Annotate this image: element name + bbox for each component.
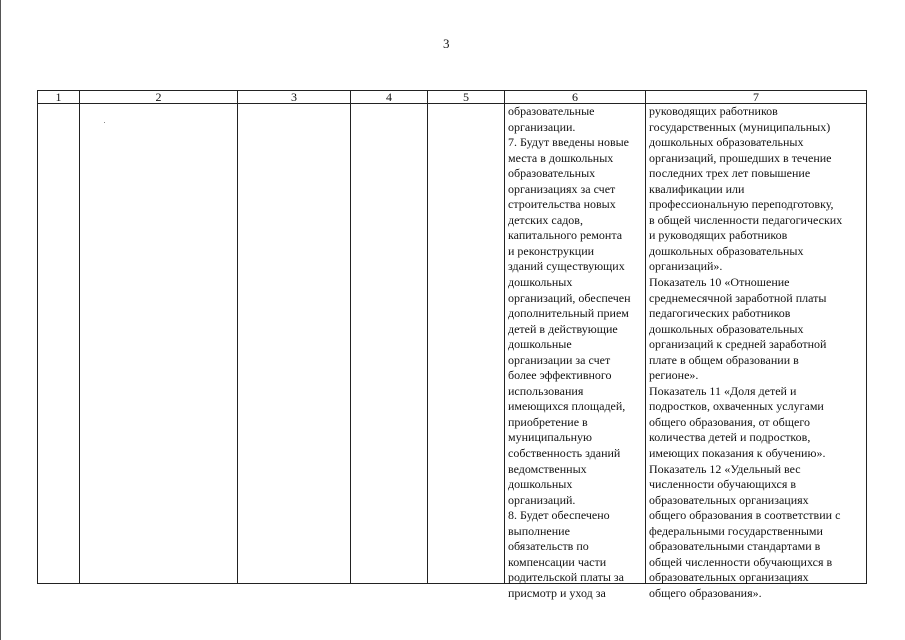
text-line: зданий существующих [508, 259, 625, 274]
text-line: присмотр и уход за [508, 585, 606, 600]
text-line: организаций». [649, 259, 723, 274]
text-line: дополнительный прием [508, 306, 629, 321]
scan-speck [104, 122, 105, 123]
text-line: детей в действующие [508, 321, 618, 336]
text-line: среднемесячной заработной платы [649, 290, 827, 305]
header-cell-4: 4 [386, 90, 392, 104]
text-line: квалификации или [649, 181, 745, 196]
text-line: руководящих работников [649, 104, 778, 118]
text-line: использования [508, 383, 584, 398]
text-line: государственных (муниципальных) [649, 119, 831, 134]
header-cell-3: 3 [291, 90, 297, 104]
text-line: Показатель 12 «Удельный вес [649, 461, 801, 476]
text-line: подростков, охваченных услугами [649, 399, 824, 414]
text-line: организаций, прошедших в течение [649, 150, 832, 165]
text-line: дошкольных [508, 275, 573, 290]
text-line: 8. Будет обеспечено [508, 508, 610, 523]
text-line: родительской платы за [508, 570, 624, 585]
text-line: общего образования в соответствии с [649, 508, 841, 523]
text-line: Показатель 10 «Отношение [649, 275, 790, 290]
header-cell-1: 1 [55, 90, 62, 104]
text-line: имеющихся площадей, [508, 399, 626, 414]
text-line: места в дошкольных [508, 150, 614, 165]
text-line: организации за счет [508, 352, 611, 367]
text-line: компенсации части [508, 554, 607, 569]
text-line: дошкольных [508, 477, 573, 492]
text-line: педагогических работников [649, 306, 791, 321]
header-cell-7: 7 [753, 90, 759, 104]
text-line: имеющих показания к обучению». [649, 446, 826, 461]
text-line: приобретение в [508, 414, 588, 429]
text-line: организации. [508, 119, 576, 134]
text-line: дошкольных образовательных [649, 321, 804, 336]
text-line: и реконструкции [508, 243, 595, 258]
page-number: 3 [443, 36, 450, 51]
header-cell-2: 2 [155, 90, 162, 104]
text-line: капитального ремонта [508, 228, 623, 243]
text-line: выполнение [508, 523, 570, 538]
column-6-text [508, 104, 644, 602]
text-line: общей численности обучающихся в [649, 554, 833, 569]
text-line: строительства новых [508, 197, 616, 212]
text-line: образовательных организациях [649, 492, 809, 507]
text-line: общего образования, от общего [649, 414, 810, 429]
text-line: дошкольных образовательных [649, 135, 804, 150]
text-line: последних трех лет повышение [649, 166, 811, 181]
text-line: более эффективного [508, 368, 612, 383]
text-line: образовательными стандартами в [649, 539, 821, 554]
text-line: детских садов, [508, 212, 583, 227]
text-line: Показатель 11 «Доля детей и [649, 383, 797, 398]
text-line: в общей численности педагогических [649, 212, 843, 227]
text-line: организаций к средней заработной [649, 337, 827, 352]
header-cell-6: 6 [572, 90, 578, 104]
scan-edge [0, 0, 1, 640]
text-line: федеральными государственными [649, 523, 823, 538]
text-line: и руководящих работников [649, 228, 788, 243]
text-line: дошкольных образовательных [649, 243, 804, 258]
text-line: количества детей и подростков, [649, 430, 811, 445]
text-line: 7. Будут введены новые [508, 135, 630, 150]
text-line: дошкольные [508, 337, 572, 352]
text-line: общего образования». [649, 585, 762, 600]
text-line: регионе». [649, 368, 699, 383]
text-line: организаций, обеспечен [508, 290, 631, 305]
text-line: организаций. [508, 492, 576, 507]
text-line: собственность зданий [508, 446, 621, 461]
text-line: образовательных организациях [649, 570, 809, 585]
text-line: образовательных [508, 166, 596, 181]
text-line: обязательств по [508, 539, 589, 554]
text-line: организациях за счет [508, 181, 616, 196]
text-line: ведомственных [508, 461, 587, 476]
header-cell-5: 5 [463, 90, 469, 104]
text-line: образовательные [508, 104, 595, 118]
text-line: муниципальную [508, 430, 592, 445]
text-line: численности обучающихся в [649, 477, 797, 492]
text-line: плате в общем образовании в [649, 352, 799, 367]
text-line: профессиональную переподготовку, [649, 197, 834, 212]
column-7-text [649, 104, 865, 602]
